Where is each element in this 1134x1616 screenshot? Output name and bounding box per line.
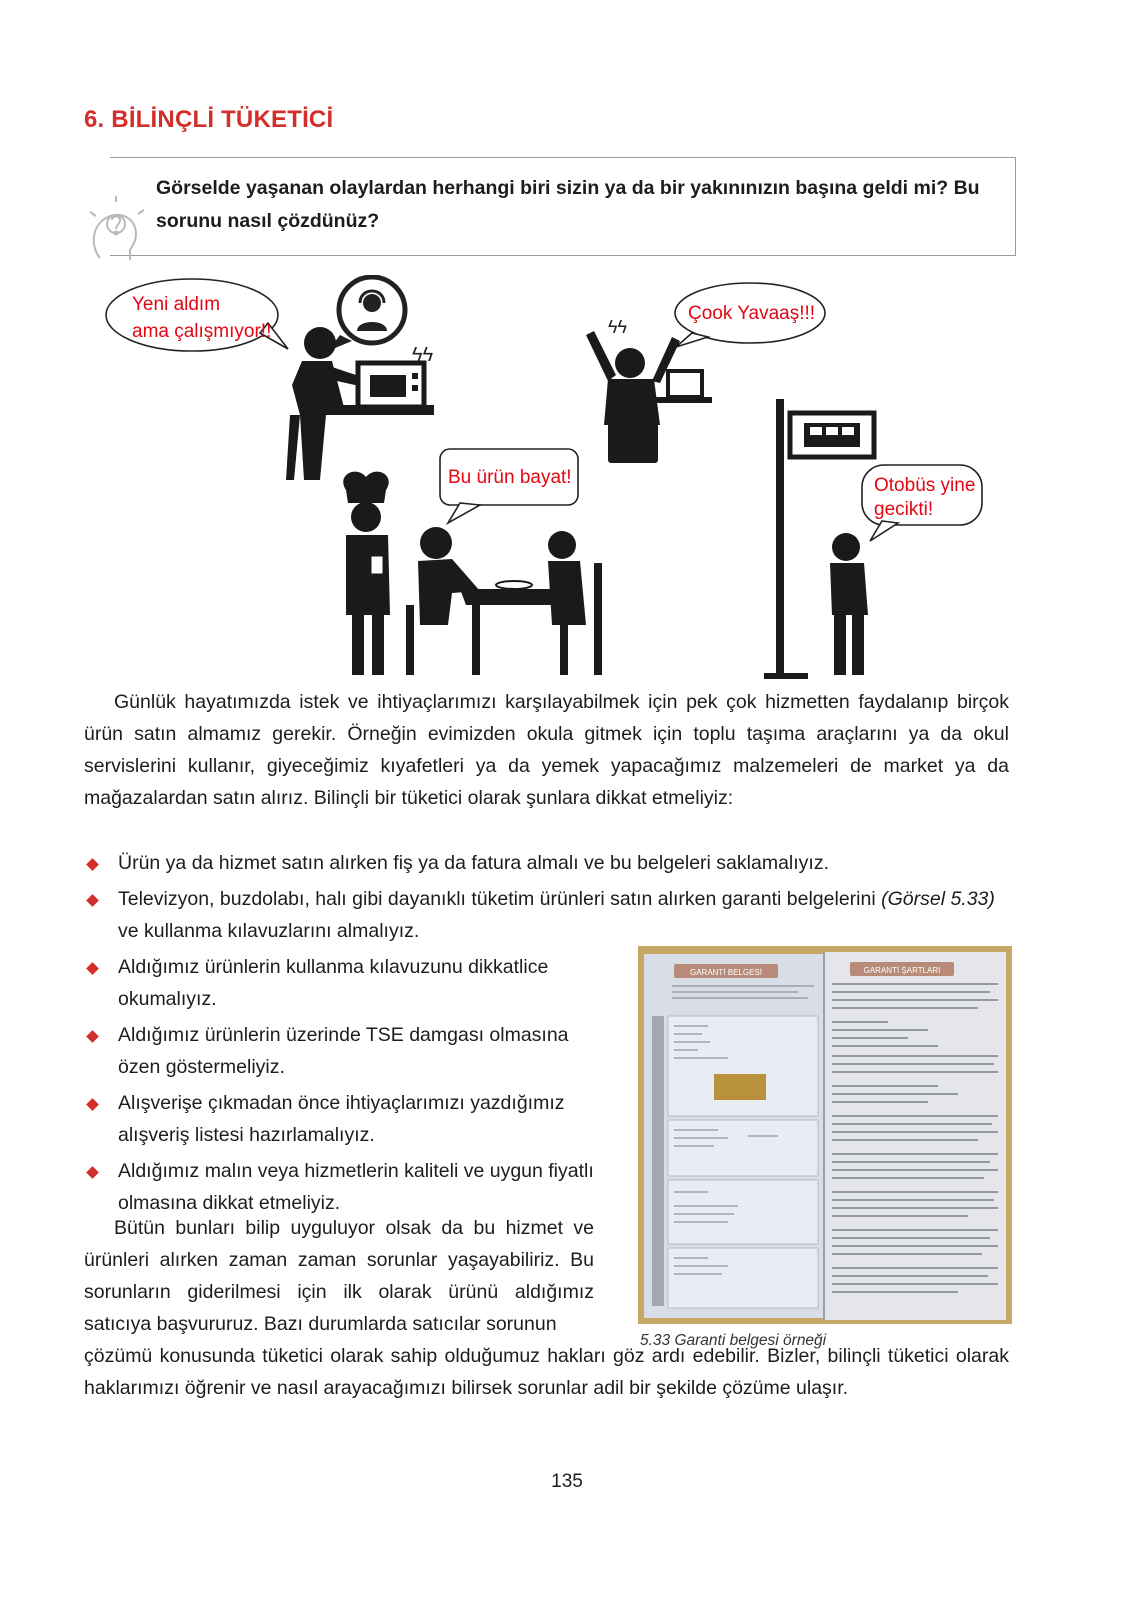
restaurant-speech-bubble (440, 449, 578, 523)
phone-speech-bubble (106, 279, 288, 351)
warranty-document-figure (638, 946, 1012, 1324)
thinking-head-icon (86, 196, 146, 266)
diamond-bullet-icon (86, 962, 99, 975)
list-item-text: ve kullanma kılavuzlarını almalıyız. (118, 920, 420, 942)
phone-bubble-line1: Yeni aldım (132, 294, 221, 315)
list-item-text: Aldığımız malın veya hizmetlerin kaliteli ve uygun fiyatlı olmasına dikkat etmeliyiz. (118, 1160, 594, 1214)
bus-bubble-line1: Otobüs yine (874, 475, 976, 496)
list-item (86, 847, 998, 879)
list-item-text: Televizyon, buzdolabı, halı gibi dayanıklı tüketim ürünleri satın alırken garanti belgelerini (118, 888, 876, 910)
bus-stop-figure (764, 399, 874, 679)
diamond-bullet-icon (86, 1030, 99, 1043)
list-item (86, 883, 998, 947)
list-item-text: Ürün ya da hizmet satın alırken fiş ya da fatura almalı ve bu belgeleri saklamalıyız. (118, 852, 829, 874)
bus-bubble-line2: gecikti! (874, 499, 934, 520)
diamond-bullet-icon (86, 858, 99, 871)
figure-reference: (Görsel 5.33) (881, 888, 995, 910)
chef-figure (343, 472, 390, 675)
list-item-text: Aldığımız ürünlerin üzerinde TSE damgası olmasına özen göstermeliyiz. (118, 1024, 569, 1078)
closing-paragraph-part1: Bütün bunları bilip uyguluyor olsak da bu hizmet ve ürünleri alırken zaman zaman sorunlar yaşayabiliriz. Bu sorunların giderilmesi için ilk olarak ürünü aldığımız satıcıya başvururuz. Bazı durumlarda satıcılar sorunun (84, 1217, 594, 1335)
consumer-problems-illustration (100, 275, 1000, 690)
list-item (86, 1155, 606, 1219)
computer-speech-bubble (675, 283, 825, 347)
diamond-bullet-icon (86, 894, 99, 907)
intro-paragraph: Günlük hayatımızda istek ve ihtiyaçlarımızı karşılayabilmek için pek çok hizmetten faydalanıp birçok ürün satın almamız gerekir. Örneğin evimizden okula gitmek için toplu taşıma araçlarını ya da okul servislerini kullanır, giyeceğimiz kıyafetleri ya da yemek yapacağımız malzemeleri de market ya da mağazalardan satın alırız. Bilinçli bir tüketici olarak şunlara dikkat etmeliyiz: (84, 691, 1009, 809)
customer-support-icon (328, 277, 405, 351)
diamond-bullet-icon (86, 1098, 99, 1111)
figure-left-heading: GARANTİ BELGESİ (689, 968, 763, 977)
list-item (86, 1087, 606, 1151)
frustration-spark-icon: ϟϟ (608, 317, 628, 337)
broken-spark-icon: ϟϟ (412, 344, 434, 366)
page-number: 135 (551, 1471, 583, 1492)
figure-right-heading: GARANTİ ŞARTLARI (863, 966, 941, 975)
figure-caption: 5.33 Garanti belgesi örneği (640, 1332, 827, 1349)
diamond-bullet-icon (86, 1166, 99, 1179)
list-item-text: Alışverişe çıkmadan önce ihtiyaçlarımızı yazdığımız alışveriş listesi hazırlamalıyız. (118, 1092, 565, 1146)
bus-speech-bubble (862, 465, 982, 541)
section-title: 6. BİLİNÇLİ TÜKETİCİ (84, 106, 334, 133)
restaurant-table-figure (406, 527, 602, 675)
question-text: Görselde yaşanan olaylardan herhangi biri sizin ya da bir yakınınızın başına geldi mi? Bu sorunu nasıl çözdünüz? (156, 177, 980, 232)
phone-bubble-line2: ama çalışmıyor!! (132, 321, 272, 342)
list-item-text: Aldığımız ürünlerin kullanma kılavuzunu dikkatlice okumalıyız. (118, 956, 549, 1010)
computer-bubble-text: Çook Yavaaş!!! (688, 303, 816, 324)
list-item (86, 951, 606, 1015)
list-item (86, 1019, 606, 1083)
restaurant-bubble-text: Bu ürün bayat! (448, 467, 572, 488)
computer-person-figure (586, 331, 712, 463)
closing-paragraph-part2: çözümü konusunda tüketici olarak sahip olduğumuz hakları göz ardı edebilir. Bizler, bilinçli tüketici olarak haklarımızı öğrenir ve nasıl arayacağımızı bilirsek sorunlar adil bir şekilde çözüme ulaşır. (84, 1345, 1009, 1399)
